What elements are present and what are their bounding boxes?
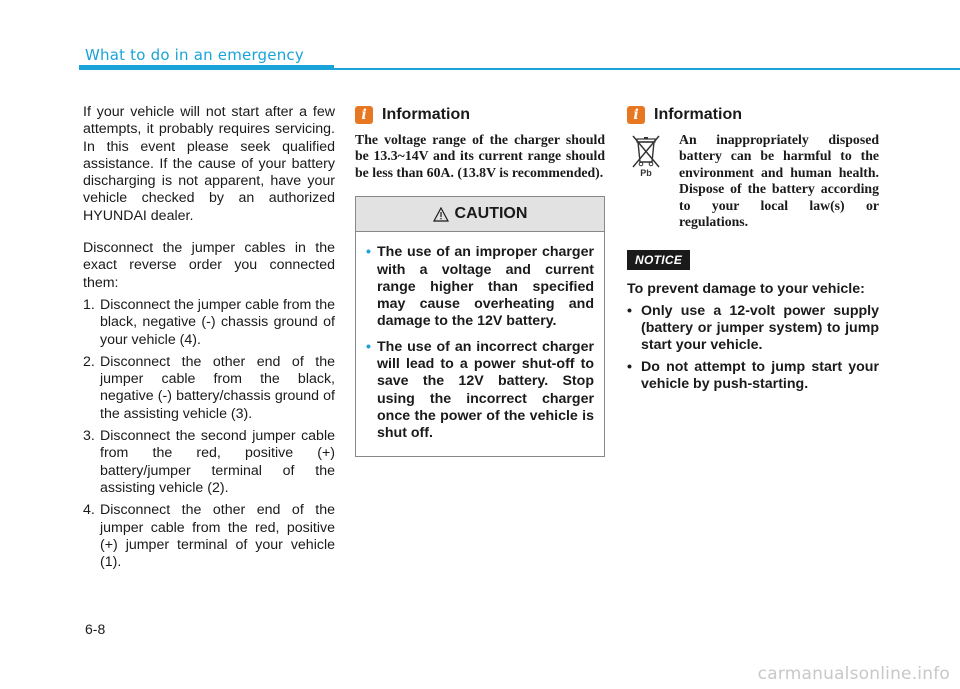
crossed-out-bin-icon [627,132,665,178]
bullet-icon: • [627,302,632,319]
notice-item [627,303,879,355]
information-text: The voltage range of the charger should be 13.3~14V and its current range should be less than 60A. (13.8V is recommended). [355,132,605,180]
notice-intro: To prevent damage to your vehicle: [627,281,865,298]
notice-badge: NOTICE [627,250,690,270]
info-icon: i [627,106,645,124]
pb-label: Pb [640,168,652,178]
right-column [627,104,879,393]
page-number: 6-8 [85,621,106,637]
middle-column [355,104,605,457]
information-title: Information [654,106,742,123]
caution-box [355,196,605,457]
step-item [83,502,335,571]
caution-item [366,244,594,330]
intro-paragraph: If your vehicle will not start after a few attempts, it probably requires servicing. In this event please seek qualified assistance. If the cause of your battery discharging is not apparent, have your vehicle checked by an authorized HYUNDAI dealer. [83,104,335,224]
caution-item [366,339,594,443]
caution-header [356,197,604,232]
step-text: Disconnect the other end of the jumper cable from the black, negative (-) battery/chassis ground of the assisting vehicle (3). [100,353,335,422]
step-text: Disconnect the other end of the jumper cable from the red, positive (+) jumper terminal of your vehicle (1). [100,502,335,571]
information-title: Information [382,106,470,123]
step-item [83,428,335,497]
left-column [83,104,335,576]
disposal-text: An inappropriately disposed battery can be harmful to the environment and human health. Dispose of the battery according to your local law(s) or regulations. [679,132,879,230]
bullet-icon: • [627,358,632,375]
bullet-icon: • [366,244,371,261]
caution-title: CAUTION [454,205,528,223]
disconnect-steps [83,297,335,571]
step-number: 2. [83,353,95,370]
bullet-icon: • [366,338,371,355]
disposal-info [627,132,879,230]
notice-item-text: Do not attempt to jump start your vehicle by push-starting. [641,358,879,392]
notice-item [627,359,879,394]
watermark: carmanualsonline.info [757,664,950,684]
warning-triangle-icon [433,207,449,222]
step-number: 3. [83,428,95,445]
step-text: Disconnect the second jumper cable from the red, positive (+) battery/jumper terminal of the assisting vehicle (2). [100,428,335,496]
notice-item-text: Only use a 12-volt power supply (battery or jumper system) to jump start your vehicle. [641,302,879,354]
step-item [83,297,335,349]
section-title: What to do in an emergency [85,46,304,64]
disconnect-paragraph: Disconnect the jumper cables in the exact reverse order you connected them: [83,240,335,291]
step-number: 1. [83,296,95,313]
caution-body [356,232,604,456]
header-accent-bar [79,65,334,70]
step-number: 4. [83,502,95,519]
step-item [83,354,335,423]
info-icon: i [355,106,373,124]
information-heading [355,104,605,126]
step-text: Disconnect the jumper cable from the black, negative (-) chassis ground of your vehicle (4). [100,296,335,348]
header-rule [334,68,960,70]
caution-item-text: The use of an improper charger with a voltage and current range higher than specified may cause overheating and damage to the 12V battery. [377,244,594,330]
information-heading [627,104,879,126]
caution-item-text: The use of an incorrect charger will lead to a power shut-off to save the 12V battery. Stop using the incorrect charger once the power of the vehicle is shut off. [377,338,594,442]
